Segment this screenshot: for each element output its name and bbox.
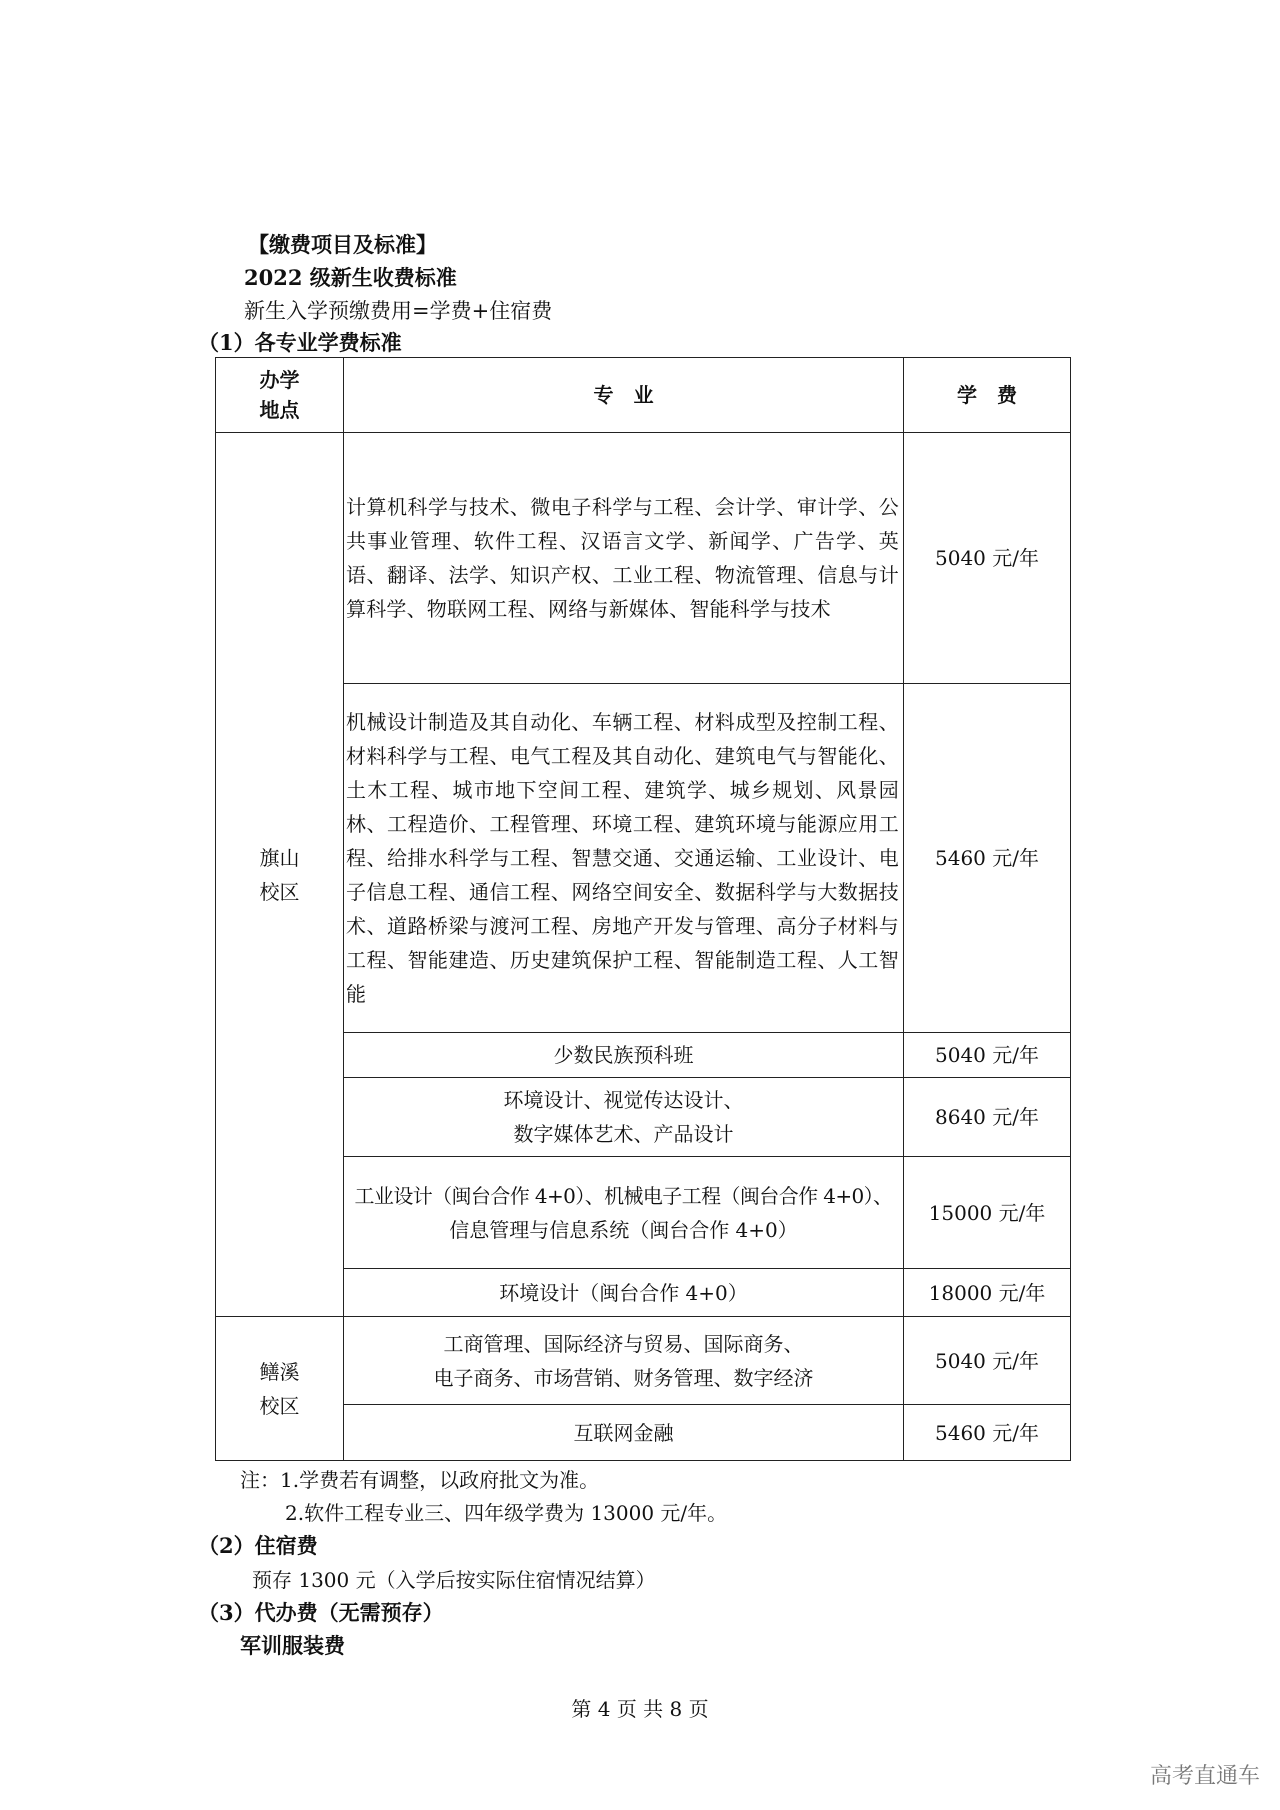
major-cell: 环境设计、视觉传达设计、 数字媒体艺术、产品设计 — [344, 1078, 904, 1157]
fee-cell: 18000 元/年 — [904, 1269, 1071, 1317]
table-row — [216, 1033, 1071, 1078]
campus-shanxi: 鳝溪 校区 — [216, 1317, 344, 1461]
fee-cell: 5040 元/年 — [904, 1033, 1071, 1078]
major-cell: 工业设计（闽台合作 4+0）、机械电子工程（闽台合作 4+0）、 信息管理与信息系统（闽台合作 4+0） — [344, 1157, 904, 1269]
table-header-row — [216, 358, 1071, 433]
major-cell: 环境设计（闽台合作 4+0） — [344, 1269, 904, 1317]
major-cell: 机械设计制造及其自动化、车辆工程、材料成型及控制工程、材料科学与工程、电气工程及其自动化、建筑电气与智能化、土木工程、城市地下空间工程、建筑学、城乡规划、风景园林、工程造价、工程管理、环境工程、建筑环境与能源应用工程、给排水科学与工程、智慧交通、交通运输、工业设计、电子信息工程、通信工程、网络空间安全、数据科学与大数据技术、道路桥梁与渡河工程、房地产开发与管理、高分子材料与工程、智能建造、历史建筑保护工程、智能制造工程、人工智能 — [344, 684, 904, 1033]
watermark: 高考直通车 — [1149, 1764, 1260, 1789]
header-location: 办学 地点 — [216, 358, 344, 433]
accommodation-text: 预存 1300 元（入学后按实际住宿情况结算） — [252, 1568, 656, 1592]
table-row — [216, 1269, 1071, 1317]
page-footer: 第 4 页 共 8 页 — [571, 1697, 709, 1721]
section-accommodation-title: （2）住宿费 — [198, 1533, 318, 1558]
table-row — [216, 1078, 1071, 1157]
header-fee: 学 费 — [904, 358, 1071, 433]
fee-standard-subheading: 2022 级新生收费标准 — [244, 265, 457, 290]
table-row — [216, 1405, 1071, 1461]
major-cell: 工商管理、国际经济与贸易、国际商务、 电子商务、市场营销、财务管理、数字经济 — [344, 1317, 904, 1405]
major-cell: 互联网金融 — [344, 1405, 904, 1461]
campus-qishan: 旗山 校区 — [216, 433, 344, 1317]
fee-items-heading: 【缴费项目及标准】 — [248, 232, 437, 257]
note-2: 2.软件工程专业三、四年级学费为 13000 元/年。 — [285, 1501, 728, 1525]
fee-cell: 5040 元/年 — [904, 433, 1071, 684]
major-cell: 少数民族预科班 — [344, 1033, 904, 1078]
header-major: 专 业 — [344, 358, 904, 433]
fee-cell: 5040 元/年 — [904, 1317, 1071, 1405]
fee-cell: 15000 元/年 — [904, 1157, 1071, 1269]
fee-cell: 5460 元/年 — [904, 1405, 1071, 1461]
major-cell: 计算机科学与技术、微电子科学与工程、会计学、审计学、公共事业管理、软件工程、汉语言文学、新闻学、广告学、英语、翻译、法学、知识产权、工业工程、物流管理、信息与计算科学、物联网工程、网络与新媒体、智能科学与技术 — [344, 433, 904, 684]
section-tuition-title: （1）各专业学费标准 — [198, 330, 402, 355]
section-agency-fee-title: （3）代办费（无需预存） — [198, 1600, 444, 1625]
table-row — [216, 1317, 1071, 1405]
table-row — [216, 433, 1071, 684]
table-row — [216, 684, 1071, 1033]
fee-cell: 5460 元/年 — [904, 684, 1071, 1033]
table-row — [216, 1157, 1071, 1269]
prepayment-formula: 新生入学预缴费用=学费+住宿费 — [244, 299, 553, 323]
fee-cell: 8640 元/年 — [904, 1078, 1071, 1157]
tuition-table — [215, 357, 1071, 1461]
note-1: 注：1.学费若有调整，以政府批文为准。 — [240, 1468, 600, 1492]
military-uniform-fee: 军训服装费 — [240, 1633, 345, 1658]
